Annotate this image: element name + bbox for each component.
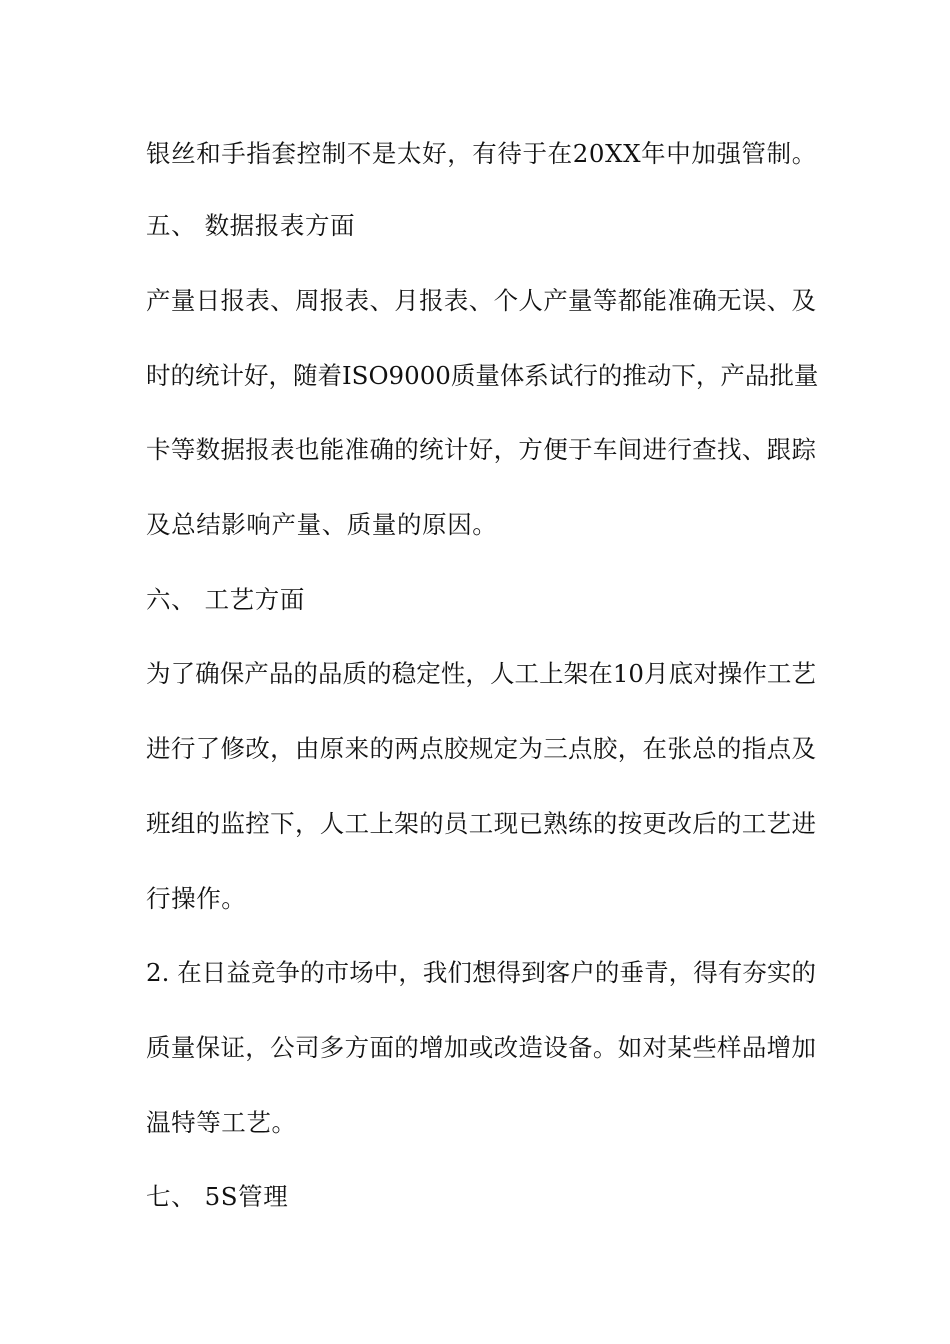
paragraph-line: 温特等工艺。 — [146, 1108, 297, 1137]
paragraph-line: 质量保证，公司多方面的增加或改造设备。如对某些样品增加 — [146, 1033, 816, 1062]
section-heading: 五、 数据报表方面 — [146, 211, 356, 240]
paragraph-line: 行操作。 — [146, 884, 247, 913]
paragraph-line: 卡等数据报表也能准确的统计好，方便于车间进行查找、跟踪 — [146, 435, 816, 464]
paragraph-line: 产量日报表、周报表、月报表、个人产量等都能准确无误、及 — [146, 286, 816, 315]
paragraph-line: 2. 在日益竞争的市场中，我们想得到客户的垂青，得有夯实的 — [146, 958, 816, 987]
paragraph-line: 进行了修改，由原来的两点胶规定为三点胶，在张总的指点及 — [146, 734, 816, 763]
section-heading: 六、 工艺方面 — [146, 585, 305, 614]
paragraph-line: 为了确保产品的品质的稳定性，人工上架在10月底对操作工艺 — [146, 659, 816, 688]
paragraph-line: 时的统计好，随着ISO9000质量体系试行的推动下，产品批量 — [146, 361, 819, 390]
paragraph-line: 银丝和手指套控制不是太好，有待于在20XX年中加强管制。 — [146, 139, 817, 168]
paragraph-line: 班组的监控下，人工上架的员工现已熟练的按更改后的工艺进 — [146, 809, 816, 838]
section-heading: 七、 5S管理 — [146, 1182, 289, 1211]
paragraph-line: 及总结影响产量、质量的原因。 — [146, 510, 498, 539]
